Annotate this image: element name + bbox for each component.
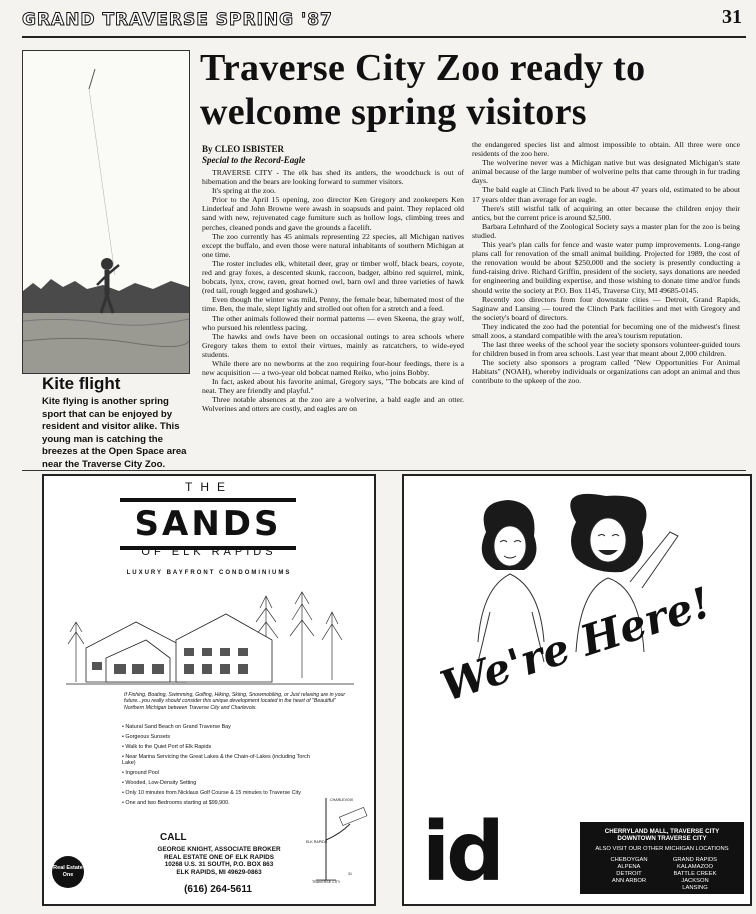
paragraph: Barbara Lehnhard of the Zoological Society says a master plan for the zoo is being studied. [472, 221, 740, 240]
paragraph: The other animals followed their normal patterns — even Skeena, the gray wolf, who pursued his relentless pacing. [202, 313, 464, 332]
byline [202, 144, 305, 165]
paragraph: Prior to the April 15 opening, zoo director Ken Gregory and zookeepers Ken Linderleaf and John Browne were awash in soapsuds and paint. They replaced old sand with new, rejuvenated cage furniture such as hollow logs, climbing trees and perches, cleaned ponds and gave the grounds a facelift. [202, 195, 464, 232]
feature-list [122, 724, 322, 810]
ad-intro: If Fishing, Boating, Swimming, Golfing, Hiking, Skiing, Snowmobiling, or Just relaxing are in your future...you really should consider this unique development located in the heart of "Beautiful" Northern Michigan between Traverse City and Charlevoix. [124, 692, 346, 711]
paragraph: Three notable absences at the zoo are a wolverine, a bald eagle and an otter. Wolverines and otters are costly, and eagles are on [202, 395, 464, 414]
map-label: ELK RAPIDS [306, 840, 328, 844]
paragraph: The wolverine never was a Michigan native but was designated Michigan's state animal because of the large number of wolverine pelts that came through in fur trading days. [472, 158, 740, 186]
kite-boy-illustration [23, 51, 189, 373]
condominium-drawing [66, 582, 354, 688]
location: JACKSON [681, 878, 709, 884]
page-number: 31 [722, 6, 742, 28]
ad-phone: (616) 264-5611 [184, 884, 252, 895]
feature-item: • Gorgeous Sunsets [122, 733, 171, 740]
paragraph: The society also sponsors a program called "New Opportunities For Animal Habitats" (NOAH), whereby individuals or organizations can adopt an animal and thus contribute to the upkeep of the zoo. [472, 358, 740, 386]
feature-item: • Walk to the Quiet Port of Elk Rapids [122, 743, 212, 750]
sands-logo: SANDS [120, 498, 296, 550]
were-here-script: We're Here! [434, 577, 717, 711]
paragraph: In fact, asked about his favorite animal, Gregory says, "The bobcats are kind of neat. They are friendly and playful." [202, 377, 464, 396]
paragraph: The last three weeks of the school year the society sponsors volunteer-guided tours for children bused in from area schools. Last year that meant about 2,000 children. [472, 340, 740, 359]
location: LANSING [682, 885, 708, 891]
paragraph: TRAVERSE CITY - The elk has shed its antlers, the woodchuck is out of hibernation and the bears are looking forward to summer visitors. [202, 168, 464, 187]
box-subtitle: ALSO VISIT OUR OTHER MICHIGAN LOCATIONS [595, 846, 729, 852]
location: GRAND RAPIDS [672, 857, 718, 863]
masthead: GRAND TRAVERSE SPRING '87 [22, 10, 333, 30]
id-logo: id [422, 805, 501, 900]
real-estate-one-badge: Real Estate One [52, 856, 84, 888]
paragraph: The bald eagle at Clinch Park lived to be about 47 years old, estimated to be about 17 years older than average for an eagle. [472, 185, 740, 204]
sands-advertisement [42, 474, 376, 906]
paragraph: This year's plan calls for fence and waste water pump improvements. Long-range plans call for renovation of the small animal building. Projected for 1989, the cost of the renovation would be about $250,000 and the society is presently conducting a fund-raising drive. Richard Griffin, president of the society, says donations are needed for engineering and building expertise, and those wishing to donate time and/or funds should write the society at P.O. Box 1145, Traverse City, MI 49685-0145. [472, 240, 740, 295]
location: ANN ARBOR [611, 878, 647, 884]
id-store-advertisement [402, 474, 752, 906]
location [596, 885, 662, 892]
ad-the: THE [185, 480, 233, 494]
map-label: TRAVERSE CITY [312, 880, 341, 884]
feature-item: • Only 10 minutes from Nicklaus Golf Course & 15 minutes to Traverse City [122, 790, 301, 797]
ad-subtitle: OF ELK RAPIDS [141, 546, 277, 558]
contact-line: GEORGE KNIGHT, ASSOCIATE BROKER [157, 846, 281, 853]
paragraph: The roster includes elk, whitetail deer, gray or timber wolf, black bears, coyote, red and gray foxes, a descented skunk, raccoon, badger, albino red squirrel, mink, bobcats, lynx, crow, raven, great horned owl, barn owl and three varieties of hawk (red tail, rough legged and goshawk.) [202, 258, 464, 296]
byline-author: By CLEO ISBISTER [202, 144, 285, 154]
feature-item: • Near Marina Servicing the Great Lakes & the Chain-of-Lakes (including Torch Lake) [122, 753, 310, 767]
contact-line: 10268 U.S. 31 SOUTH, P.O. BOX 863 [164, 861, 274, 869]
box-title: DOWNTOWN TRAVERSE CITY [617, 835, 707, 842]
feature-item: • Wooded, Low-Density Setting [122, 780, 197, 787]
feature-item: • Natural Sand Beach on Grand Traverse Bay [122, 724, 231, 730]
section-rule [22, 470, 746, 471]
paragraph: The hawks and owls have been on occasional outings to area schools where Gregory takes them to extol their virtues, mainly as ratcatchers, to wide-eyed students. [202, 331, 464, 359]
article-column-2 [472, 140, 740, 386]
location: BATTLE CREEK [673, 871, 717, 877]
location: ALPENA [617, 864, 641, 870]
paragraph: There's still wistful talk of acquiring an otter because the children enjoy their antics, but the current price is around $2,500. [472, 203, 740, 222]
ad-tagline: LUXURY BAYFRONT CONDOMINIUMS [126, 570, 292, 576]
feature-item: • One and two Bedrooms starting at $99,900. [122, 800, 230, 807]
locations-grid [580, 857, 744, 892]
map-label: CHARLEVOIX [330, 798, 354, 802]
paragraph: They indicated the zoo had the potential for becoming one of the midwest's finest small zoos, a standard compatible with the area's tourism reputation. [472, 321, 740, 340]
paragraph: It's spring at the zoo. [212, 186, 276, 196]
map-label: 31 [348, 872, 352, 876]
paragraph: Even though the winter was mild, Penny, the female bear, hibernated most of the time. Ben, the male, slept lightly and strolled out often for a stretch and a feed. [202, 295, 464, 314]
caption-title: Kite flight [42, 374, 121, 393]
paragraph: Recently zoo directors from four downstate cities — Detroit, Grand Rapids, Saginaw and Lansing — toured the Clinch Park facilities and met with Gregory and the society's board of directors. [472, 294, 740, 322]
byline-role: Special to the Record-Eagle [202, 154, 306, 165]
contact-line: REAL ESTATE ONE OF ELK RAPIDS [163, 853, 275, 861]
kite-photo [22, 50, 190, 374]
paragraph: the endangered species list and almost impossible to obtain. All three were once residents of the zoo here. [472, 140, 740, 159]
contact-line: ELK RAPIDS, MI 49629-0863 [176, 868, 262, 876]
paragraph: While there are no newborns at the zoo requiring four-hour feedings, there is a new acquisition — a two-year old bobcat named Reiko, who joins Bobby. [202, 358, 464, 378]
feature-item: • Inground Pool [122, 770, 159, 777]
caption-text: Kite flying is another spring sport that can be enjoyed by resident and visitor alike. This young man is catching the breezes at the Open Space area near the Traverse City Zoo. [42, 396, 187, 470]
headline: Traverse City Zoo ready to welcome spring visitors [200, 47, 646, 133]
location-map [296, 794, 370, 884]
location: CHEBOYGAN [610, 857, 648, 863]
location: DETROIT [616, 871, 642, 877]
masthead-rule [22, 36, 746, 38]
box-title: CHERRYLAND MALL, TRAVERSE CITY [604, 828, 720, 835]
locations-box [580, 822, 744, 894]
location: KALAMAZOO [676, 864, 714, 870]
ad-call: CALL [160, 832, 187, 843]
ad-contact [134, 846, 304, 876]
paragraph: The zoo currently has 45 animals representing 22 species, all Michigan natives except the buffalo, and even those were natural inhabitants of southern Michigan at one time. [202, 231, 464, 259]
article-column-1 [202, 168, 464, 414]
